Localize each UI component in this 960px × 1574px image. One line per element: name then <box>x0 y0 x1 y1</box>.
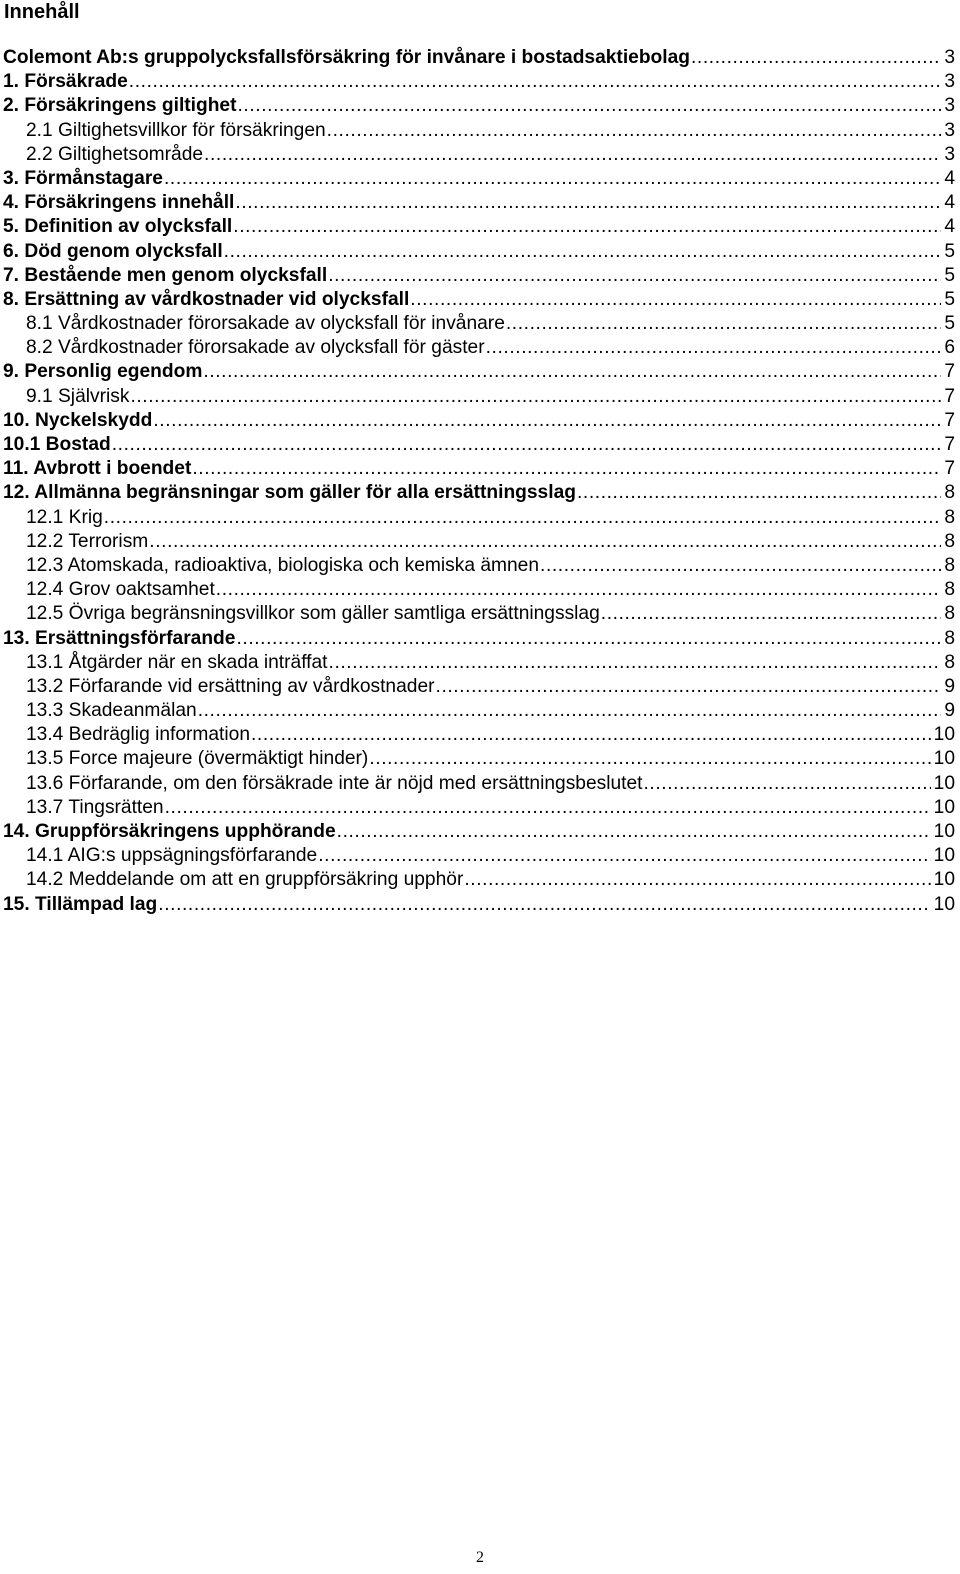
toc-dot-leader <box>233 215 941 239</box>
toc-dot-leader <box>165 796 931 820</box>
toc-entry-page[interactable]: 10 <box>933 893 955 915</box>
toc-dot-leader <box>436 675 942 699</box>
toc-entry[interactable] <box>3 215 955 239</box>
toc-entry-title[interactable]: 13.6 Förfarande, om den försäkrade inte är nöjd med ersättningsbeslutet <box>26 772 643 794</box>
toc-entry-page[interactable]: 8 <box>944 651 955 673</box>
toc-entry[interactable] <box>3 288 955 312</box>
toc-dot-leader <box>236 627 941 651</box>
toc-entry-page[interactable]: 8 <box>944 482 955 504</box>
toc-entry-title[interactable]: 8.1 Vårdkostnader förorsakade av olycksfall för invånare <box>26 313 505 335</box>
toc-entry[interactable] <box>3 772 955 796</box>
toc-entry-title[interactable]: 12. Allmänna begränsningar som gäller för alla ersättningsslag <box>3 482 576 504</box>
toc-entry-title[interactable]: 12.2 Terrorism <box>26 530 149 552</box>
toc-entry-title[interactable]: 2. Försäkringens giltighet <box>3 95 237 117</box>
toc-entry-page[interactable]: 8 <box>944 627 955 649</box>
page-number: 2 <box>476 1549 484 1566</box>
toc-entry-title[interactable]: 14. Gruppförsäkringens upphörande <box>3 821 336 842</box>
toc-entry-page[interactable]: 10 <box>933 821 955 842</box>
toc-entry[interactable] <box>3 844 955 868</box>
toc-dot-leader <box>410 288 941 312</box>
toc-entry[interactable] <box>3 554 955 578</box>
toc-dot-leader <box>369 747 930 771</box>
toc-entry-page[interactable]: 9 <box>944 700 955 722</box>
toc-entry[interactable] <box>3 893 955 917</box>
toc-entry-page[interactable]: 7 <box>944 385 955 407</box>
toc-dot-leader <box>198 699 942 723</box>
toc-entry-page[interactable]: 10 <box>933 748 955 770</box>
toc-dot-leader <box>238 94 942 118</box>
toc-entry[interactable] <box>3 264 955 288</box>
toc-entry[interactable] <box>3 578 955 602</box>
toc-entry[interactable] <box>3 433 955 457</box>
toc-entry-page[interactable]: 5 <box>944 288 955 310</box>
toc-dot-leader <box>540 554 941 578</box>
toc-entry-title[interactable]: 9.1 Självrisk <box>26 385 130 407</box>
toc-entry[interactable] <box>3 506 955 530</box>
toc-entry-title[interactable]: 3. Förmånstagare <box>3 167 163 189</box>
toc-dot-leader <box>601 602 942 626</box>
toc-entry-page[interactable]: 7 <box>944 434 955 455</box>
toc-entry-title[interactable]: Colemont Ab:s gruppolycksfallsförsäkring för invånare i bostadsaktiebolag <box>3 47 690 68</box>
toc-entry-page[interactable]: 4 <box>944 167 955 189</box>
toc-entry-title[interactable]: 12.3 Atomskada, radioaktiva, biologiska och kemiska ämnen <box>26 554 540 576</box>
toc-entry-title[interactable]: 12.1 Krig <box>26 506 103 528</box>
toc-entry[interactable] <box>3 70 955 94</box>
toc-entry[interactable] <box>3 747 955 771</box>
toc-dot-leader <box>644 772 931 796</box>
toc-entry-page[interactable]: 10 <box>933 845 955 867</box>
toc-dot-leader <box>235 191 941 215</box>
toc-entry[interactable] <box>3 820 955 844</box>
toc-entry[interactable] <box>3 481 955 505</box>
toc-entry-page[interactable]: 10 <box>933 796 955 818</box>
toc-entry[interactable] <box>3 602 955 626</box>
toc-entry[interactable] <box>3 360 955 384</box>
toc-entry-title[interactable]: 10.1 Bostad <box>3 434 111 455</box>
toc-entry-title[interactable]: 12.5 Övriga begränsningsvillkor som gäller samtliga ersättningsslag <box>26 603 600 625</box>
toc-entry-title[interactable]: 1. Försäkrade <box>3 71 128 93</box>
toc-entry-page[interactable]: 10 <box>933 869 955 891</box>
toc-dot-leader <box>104 506 942 530</box>
toc-entry-page[interactable]: 5 <box>944 264 955 286</box>
toc-dot-leader <box>329 651 942 675</box>
toc-entry[interactable] <box>3 167 955 191</box>
toc-entry-title[interactable]: 15. Tillämpad lag <box>3 893 158 915</box>
toc-entry-page[interactable]: 6 <box>944 337 955 359</box>
toc-dot-leader <box>328 264 941 288</box>
toc-entry-title[interactable]: 6. Död genom olycksfall <box>3 240 223 262</box>
toc-entry[interactable] <box>3 796 955 820</box>
toc-entry-page[interactable]: 3 <box>944 119 955 141</box>
toc-entry-title[interactable]: 13.2 Förfarande vid ersättning av vårdkostnader <box>26 675 435 697</box>
toc-dot-leader <box>216 578 942 602</box>
toc-entry-title[interactable]: 13.5 Force majeure (övermäktigt hinder) <box>26 748 369 770</box>
toc-entry-title[interactable]: 9. Personlig egendom <box>3 361 203 383</box>
toc-entry-title[interactable]: 14.1 AIG:s uppsägningsförfarande <box>26 845 318 867</box>
toc-entry-page[interactable]: 7 <box>944 361 955 383</box>
toc-entry-title[interactable]: 13.1 Åtgärder när en skada inträffat <box>26 651 328 673</box>
toc-dot-leader <box>224 240 942 264</box>
toc-entry-title[interactable]: 13. Ersättningsförfarande <box>3 627 236 649</box>
toc-entry[interactable] <box>3 530 955 554</box>
toc-entry[interactable] <box>3 457 955 481</box>
toc-entry-title[interactable]: 10. Nyckelskydd <box>3 409 153 431</box>
toc-entry-title[interactable]: 8. Ersättning av vårdkostnader vid olycksfall <box>3 288 410 310</box>
toc-dot-leader <box>486 336 942 360</box>
toc-dot-leader <box>203 360 941 384</box>
toc-dot-leader <box>691 46 941 70</box>
toc-entry-page[interactable]: 8 <box>944 554 955 576</box>
toc-entry[interactable] <box>3 119 955 143</box>
toc-dot-leader <box>149 530 941 554</box>
toc-entry-page[interactable]: 9 <box>944 675 955 697</box>
toc-dot-leader <box>204 143 941 167</box>
toc-dot-leader <box>164 167 941 191</box>
toc-entry[interactable] <box>3 868 955 892</box>
toc-entry-title[interactable]: 2.2 Giltighetsområde <box>26 143 204 165</box>
toc-entry-title[interactable]: 4. Försäkringens innehåll <box>3 192 235 214</box>
toc-entry-page[interactable]: 8 <box>944 579 955 601</box>
toc-entry-title[interactable]: 14.2 Meddelande om att en gruppförsäkring upphör <box>26 869 464 891</box>
toc-entry-page[interactable]: 3 <box>944 143 955 165</box>
toc-entry-title[interactable]: 5. Definition av olycksfall <box>3 216 233 238</box>
toc-entry-page[interactable]: 3 <box>944 47 955 68</box>
toc-entry[interactable] <box>3 191 955 215</box>
toc-dot-leader <box>129 70 942 94</box>
toc-entry[interactable] <box>3 312 955 336</box>
toc-entry-title[interactable]: 13.4 Bedräglig information <box>26 724 250 746</box>
toc-entry-page[interactable]: 4 <box>944 192 955 214</box>
toc-entry-title[interactable]: 11. Avbrott i boendet <box>3 458 192 480</box>
toc-entry[interactable] <box>3 336 955 360</box>
toc-entry-page[interactable]: 8 <box>944 506 955 528</box>
toc-entry-title[interactable]: 13.3 Skadeanmälan <box>26 700 197 722</box>
toc-entry[interactable] <box>3 627 955 651</box>
toc-dot-leader <box>153 409 941 433</box>
toc-entry-page[interactable]: 7 <box>944 409 955 431</box>
toc-entry-title[interactable]: 8.2 Vårdkostnader förorsakade av olycksfall för gäster <box>26 337 485 359</box>
toc-entry-page[interactable]: 8 <box>944 530 955 552</box>
toc-entry-page[interactable]: 7 <box>944 458 955 480</box>
toc-dot-leader <box>192 457 941 481</box>
toc-entry[interactable] <box>3 240 955 264</box>
toc-entry-page[interactable]: 5 <box>944 313 955 335</box>
toc-entry[interactable] <box>3 409 955 433</box>
toc-entry-title[interactable]: 2.1 Giltighetsvillkor för försäkringen <box>26 119 326 141</box>
toc-entry[interactable] <box>3 94 955 118</box>
toc-entry-page[interactable]: 5 <box>944 240 955 262</box>
toc-entry-page[interactable]: 3 <box>944 71 955 93</box>
toc-entry[interactable] <box>3 143 955 167</box>
toc-dot-leader <box>464 868 930 892</box>
toc-dot-leader <box>327 119 942 143</box>
toc-entry-page[interactable]: 10 <box>933 724 955 746</box>
toc-entry-page[interactable]: 8 <box>944 603 955 625</box>
toc-dot-leader <box>577 481 941 505</box>
toc-entry-page[interactable]: 4 <box>944 216 955 238</box>
toc-dot-leader <box>251 723 931 747</box>
toc-dot-leader <box>506 312 941 336</box>
table-of-contents <box>3 46 955 917</box>
toc-entry-page[interactable]: 3 <box>944 95 955 117</box>
toc-entry[interactable] <box>3 675 955 699</box>
toc-entry-page[interactable]: 10 <box>933 772 955 794</box>
toc-dot-leader <box>112 433 942 457</box>
toc-entry[interactable] <box>3 385 955 409</box>
toc-dot-leader <box>130 385 941 409</box>
toc-entry[interactable] <box>3 723 955 747</box>
toc-entry-title[interactable]: 12.4 Grov oaktsamhet <box>26 579 215 601</box>
toc-entry-title[interactable]: 7. Bestående men genom olycksfall <box>3 264 328 286</box>
toc-entry[interactable] <box>3 651 955 675</box>
toc-entry[interactable] <box>3 699 955 723</box>
toc-dot-leader <box>337 820 931 844</box>
toc-heading: Innehåll <box>4 1 80 23</box>
toc-dot-leader <box>158 893 930 917</box>
toc-dot-leader <box>318 844 930 868</box>
toc-entry[interactable] <box>3 46 955 70</box>
toc-entry-title[interactable]: 13.7 Tingsrätten <box>26 796 164 818</box>
